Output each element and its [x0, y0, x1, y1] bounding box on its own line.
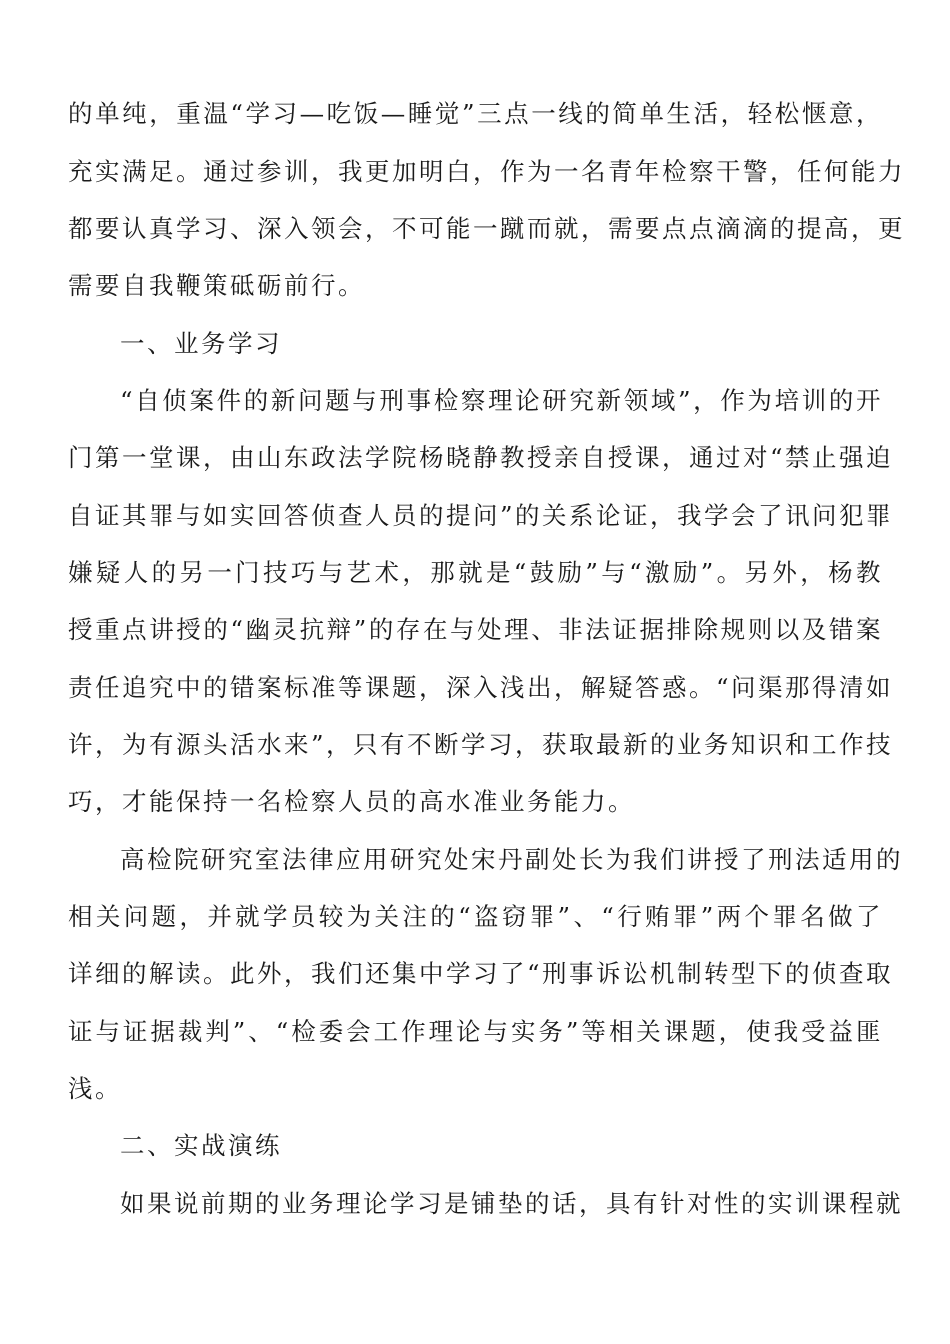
text-line: 如果说前期的业务理论学习是铺垫的话，具有针对性的实训课程就: [120, 1189, 903, 1218]
section-heading: 二、实战演练: [120, 1131, 282, 1160]
text-line: 充实满足。通过参训，我更加明白，作为一名青年检察干警，任何能力: [68, 157, 905, 186]
text-line: 都要认真学习、深入领会，不可能一蹴而就，需要点点滴滴的提高，更: [68, 214, 905, 243]
text-line: “自侦案件的新问题与刑事检察理论研究新领域”，作为培训的开: [120, 386, 883, 415]
text-line: 自证其罪与如实回答侦查人员的提问”的关系论证，我学会了讯问犯罪: [68, 501, 894, 530]
text-line: 的单纯，重温“学习—吃饭—睡觉”三点一线的简单生活，轻松惬意，: [68, 99, 883, 128]
text-line: 相关问题，并就学员较为关注的“盗窃罪”、“行贿罪”两个罪名做了: [68, 902, 883, 931]
text-line: 巧，才能保持一名检察人员的高水准业务能力。: [68, 787, 635, 816]
text-line: 许，为有源头活水来”，只有不断学习，获取最新的业务知识和工作技: [68, 730, 894, 759]
text-line: 详细的解读。此外，我们还集中学习了“刑事诉讼机制转型下的侦查取: [68, 959, 894, 988]
text-line: 证与证据裁判”、“检委会工作理论与实务”等相关课题，使我受益匪: [68, 1017, 883, 1046]
text-line: 高检院研究室法律应用研究处宋丹副处长为我们讲授了刑法适用的: [120, 845, 903, 874]
text-line: 浅。: [68, 1074, 122, 1103]
text-line: 授重点讲授的“幽灵抗辩”的存在与处理、非法证据排除规则以及错案: [68, 615, 883, 644]
text-line: 责任追究中的错案标准等课题，深入浅出，解疑答惑。“问渠那得清如: [68, 673, 894, 702]
text-line: 需要自我鞭策砥砺前行。: [68, 271, 365, 300]
section-heading: 一、业务学习: [120, 329, 282, 358]
text-line: 嫌疑人的另一门技巧与艺术，那就是“鼓励”与“激励”。另外，杨教: [68, 558, 883, 587]
text-line: 门第一堂课，由山东政法学院杨晓静教授亲自授课，通过对“禁止强迫: [68, 443, 894, 472]
